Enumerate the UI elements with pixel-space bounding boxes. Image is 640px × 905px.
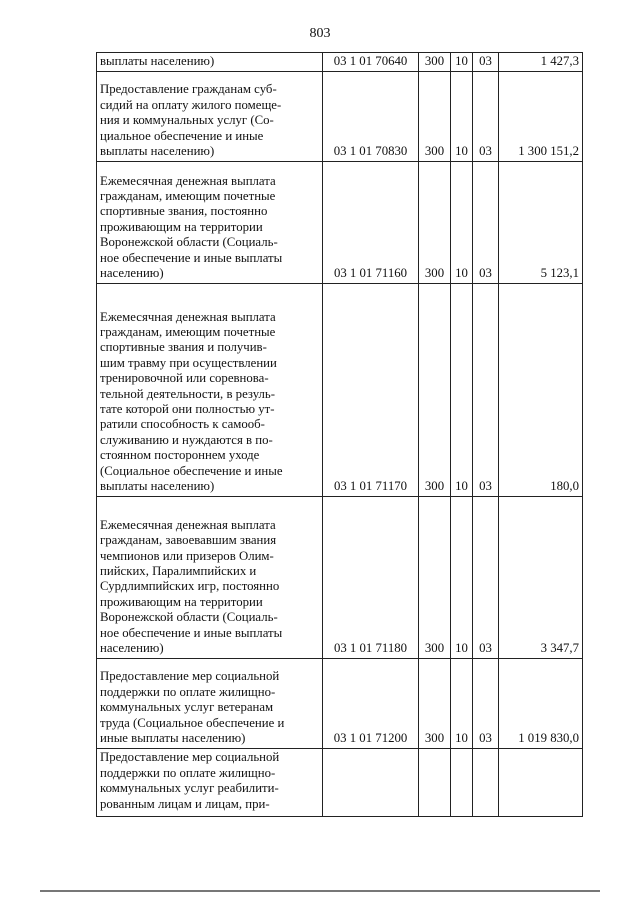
description-line: коммунальных услуг ветеранам bbox=[100, 700, 274, 715]
subsection-code-cell: 03 bbox=[473, 284, 499, 497]
description-line: проживающим на территории bbox=[100, 594, 263, 609]
description-line: населению) bbox=[100, 266, 164, 280]
table-row bbox=[97, 72, 583, 162]
description-line: тате которой они полностью ут- bbox=[100, 401, 275, 416]
table-row bbox=[97, 53, 583, 72]
subsection-code-cell bbox=[473, 749, 499, 817]
expense-description-cell bbox=[97, 162, 323, 284]
section-code-cell bbox=[451, 749, 473, 817]
section-code-cell: 10 bbox=[451, 284, 473, 497]
table-row bbox=[97, 659, 583, 749]
expense-description-cell bbox=[97, 284, 323, 497]
description-line: спортивные звания, постоянно bbox=[100, 204, 268, 219]
description-line: гражданам, завоевавшим звания bbox=[100, 533, 277, 548]
description-line: сидий на оплату жилого помеще- bbox=[100, 97, 282, 112]
target-article-code-cell: 03 1 01 71180 bbox=[323, 497, 419, 659]
description-line: Предоставление гражданам суб- bbox=[100, 82, 277, 97]
description-line: проживающим на территории bbox=[100, 219, 263, 234]
description-line: Предоставление мер социальной bbox=[100, 669, 280, 684]
expense-type-code-cell: 300 bbox=[419, 659, 451, 749]
amount-cell bbox=[499, 749, 583, 817]
description-line: Воронежской области (Социаль- bbox=[100, 610, 278, 625]
subsection-code-cell: 03 bbox=[473, 659, 499, 749]
expense-type-code-cell: 300 bbox=[419, 72, 451, 162]
description-line: выплаты населению) bbox=[100, 479, 215, 493]
description-line: ное обеспечение и иные выплаты bbox=[100, 625, 283, 640]
description-line: выплаты населению) bbox=[100, 144, 215, 158]
budget-table-body bbox=[97, 53, 583, 817]
description-line: населению) bbox=[100, 641, 164, 655]
section-code-cell: 10 bbox=[451, 72, 473, 162]
description-line: поддержки по оплате жилищно- bbox=[100, 684, 276, 699]
description-line: выплаты населению) bbox=[100, 54, 215, 68]
amount-cell: 180,0 bbox=[499, 284, 583, 497]
target-article-code-cell: 03 1 01 70640 bbox=[323, 53, 419, 72]
expense-description-cell bbox=[97, 72, 323, 162]
amount-cell: 3 347,7 bbox=[499, 497, 583, 659]
description-line: тельной деятельности, в резуль- bbox=[100, 386, 276, 401]
description-line: (Социальное обеспечение и иные bbox=[100, 463, 283, 478]
subsection-code-cell: 03 bbox=[473, 53, 499, 72]
amount-cell: 1 427,3 bbox=[499, 53, 583, 72]
description-line: ния и коммунальных услуг (Со- bbox=[100, 113, 274, 128]
description-line: гражданам, имеющим почетные bbox=[100, 188, 276, 203]
expense-type-code-cell bbox=[419, 749, 451, 817]
target-article-code-cell bbox=[323, 749, 419, 817]
section-code-cell: 10 bbox=[451, 497, 473, 659]
description-line: Ежемесячная денежная выплата bbox=[100, 517, 276, 532]
description-line: Ежемесячная денежная выплата bbox=[100, 173, 276, 188]
description-line: иные выплаты населению) bbox=[100, 731, 246, 745]
description-line: поддержки по оплате жилищно- bbox=[100, 765, 276, 780]
subsection-code-cell: 03 bbox=[473, 497, 499, 659]
description-line: ное обеспечение и иные выплаты bbox=[100, 250, 283, 265]
page-number: 803 bbox=[309, 26, 331, 41]
subsection-code-cell: 03 bbox=[473, 72, 499, 162]
section-code-cell: 10 bbox=[451, 659, 473, 749]
expense-description-cell bbox=[97, 749, 323, 817]
expense-description-cell bbox=[97, 659, 323, 749]
description-line: пийских, Паралимпийских и bbox=[100, 563, 257, 578]
target-article-code-cell: 03 1 01 70830 bbox=[323, 72, 419, 162]
description-line: шим травму при осуществлении bbox=[100, 355, 277, 370]
subsection-code-cell: 03 bbox=[473, 162, 499, 284]
description-line: чемпионов или призеров Олим- bbox=[100, 548, 274, 563]
target-article-code-cell: 03 1 01 71200 bbox=[323, 659, 419, 749]
amount-cell: 1 019 830,0 bbox=[499, 659, 583, 749]
description-line: Сурдлимпийских игр, постоянно bbox=[100, 579, 280, 594]
description-line: ратили способность к самооб- bbox=[100, 417, 265, 432]
table-row bbox=[97, 749, 583, 817]
table-row bbox=[97, 497, 583, 659]
target-article-code-cell: 03 1 01 71160 bbox=[323, 162, 419, 284]
budget-table bbox=[96, 52, 583, 817]
description-line: тренировочной или соревнова- bbox=[100, 371, 269, 386]
section-code-cell: 10 bbox=[451, 162, 473, 284]
description-line: коммунальных услуг реабилити- bbox=[100, 781, 279, 796]
expense-description-cell bbox=[97, 497, 323, 659]
amount-cell: 1 300 151,2 bbox=[499, 72, 583, 162]
description-line: труда (Социальное обеспечение и bbox=[100, 715, 285, 730]
page-bottom-rule bbox=[40, 890, 600, 892]
description-line: гражданам, имеющим почетные bbox=[100, 324, 276, 339]
amount-cell: 5 123,1 bbox=[499, 162, 583, 284]
target-article-code-cell: 03 1 01 71170 bbox=[323, 284, 419, 497]
table-row bbox=[97, 284, 583, 497]
description-line: рованным лицам и лицам, при- bbox=[100, 796, 270, 811]
description-line: стоянном постороннем уходе bbox=[100, 448, 260, 463]
description-line: спортивные звания и получив- bbox=[100, 340, 267, 355]
description-line: циальное обеспечение и иные bbox=[100, 128, 264, 143]
expense-type-code-cell: 300 bbox=[419, 284, 451, 497]
description-line: Ежемесячная денежная выплата bbox=[100, 309, 276, 324]
expense-type-code-cell: 300 bbox=[419, 497, 451, 659]
description-line: Воронежской области (Социаль- bbox=[100, 235, 278, 250]
section-code-cell: 10 bbox=[451, 53, 473, 72]
description-line: служиванию и нуждаются в по- bbox=[100, 432, 273, 447]
table-row bbox=[97, 162, 583, 284]
expense-type-code-cell: 300 bbox=[419, 162, 451, 284]
description-line: Предоставление мер социальной bbox=[100, 750, 280, 765]
expense-description-cell bbox=[97, 53, 323, 72]
expense-type-code-cell: 300 bbox=[419, 53, 451, 72]
